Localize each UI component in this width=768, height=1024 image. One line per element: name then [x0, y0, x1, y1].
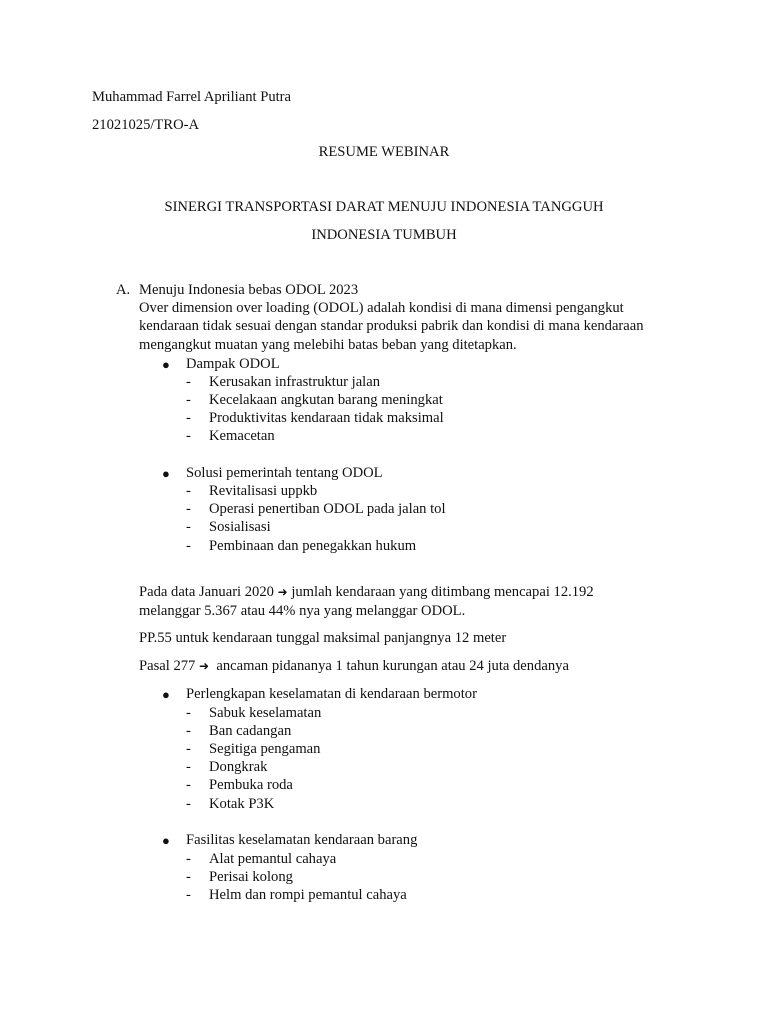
bullet-icon: ●	[162, 833, 170, 848]
list-item: Perisai kolong	[209, 869, 293, 885]
dash-marker: -	[186, 796, 191, 812]
bullet-icon: ●	[162, 687, 170, 702]
list-item: Revitalisasi uppkb	[209, 483, 318, 499]
pasal-277-line	[139, 657, 569, 675]
author-name: Muhammad Farrel Apriliant Putra	[92, 89, 292, 105]
list-item: Kecelakaan angkutan barang meningkat	[209, 392, 443, 408]
data-januari-line-1	[139, 583, 594, 601]
dash-marker: -	[186, 428, 191, 444]
section-a-marker: A.	[116, 282, 131, 298]
dash-marker: -	[186, 869, 191, 885]
right-arrow-icon: ➜	[199, 659, 210, 673]
dash-marker: -	[186, 410, 191, 426]
perlengkapan-title: Perlengkapan keselamatan di kendaraan bermotor	[186, 686, 477, 702]
dash-marker: -	[186, 392, 191, 408]
dash-marker: -	[186, 519, 191, 535]
data-januari-line-2: melanggar 5.367 atau 44% nya yang melanggar ODOL.	[139, 603, 466, 619]
dampak-title: Dampak ODOL	[186, 356, 280, 372]
dash-marker: -	[186, 374, 191, 390]
right-arrow-icon: ➜	[277, 585, 288, 599]
list-item: Produktivitas kendaraan tidak maksimal	[209, 410, 444, 426]
section-a-intro-line: mengangkut muatan yang melebihi batas beban yang ditetapkan.	[139, 337, 517, 353]
pp55-text: PP.55 untuk kendaraan tunggal maksimal panjangnya 12 meter	[139, 630, 507, 646]
list-item: Operasi penertiban ODOL pada jalan tol	[209, 501, 446, 517]
data-januari-post: jumlah kendaraan yang ditimbang mencapai 12.192	[291, 584, 594, 600]
list-item: Pembuka roda	[209, 777, 293, 793]
list-item: Pembinaan dan penegakkan hukum	[209, 538, 417, 554]
list-item: Helm dan rompi pemantul cahaya	[209, 887, 407, 903]
document-title: RESUME WEBINAR	[318, 144, 450, 160]
section-a-intro-line: Over dimension over loading (ODOL) adalah kondisi di mana dimensi pengangkut	[139, 300, 624, 316]
dash-marker: -	[186, 501, 191, 517]
dash-marker: -	[186, 887, 191, 903]
dash-marker: -	[186, 723, 191, 739]
student-id: 21021025/TRO-A	[92, 117, 200, 133]
list-item: Segitiga pengaman	[209, 741, 321, 757]
pasal-post: ancaman pidananya 1 tahun kurungan atau 24 juta dendanya	[216, 658, 569, 674]
bullet-icon: ●	[162, 466, 170, 481]
section-a-intro-line: kendaraan tidak sesuai dengan standar produksi pabrik dan kondisi di mana kendaraan	[139, 318, 644, 334]
document-subtitle-line-1: SINERGI TRANSPORTASI DARAT MENUJU INDONESIA TANGGUH	[164, 199, 604, 215]
solusi-title: Solusi pemerintah tentang ODOL	[186, 465, 383, 481]
document-subtitle-line-2: INDONESIA TUMBUH	[311, 227, 457, 243]
list-item: Kotak P3K	[209, 796, 275, 812]
dash-marker: -	[186, 741, 191, 757]
list-item: Ban cadangan	[209, 723, 292, 739]
section-a-heading: Menuju Indonesia bebas ODOL 2023	[139, 282, 359, 298]
list-item: Dongkrak	[209, 759, 268, 775]
data-januari-pre: Pada data Januari 2020	[139, 584, 274, 600]
dash-marker: -	[186, 777, 191, 793]
dash-marker: -	[186, 483, 191, 499]
dash-marker: -	[186, 705, 191, 721]
list-item: Alat pemantul cahaya	[209, 851, 337, 867]
list-item: Kerusakan infrastruktur jalan	[209, 374, 381, 390]
list-item: Sabuk keselamatan	[209, 705, 322, 721]
fasilitas-title: Fasilitas keselamatan kendaraan barang	[186, 832, 418, 848]
pasal-pre: Pasal 277	[139, 658, 196, 674]
list-item: Kemacetan	[209, 428, 275, 444]
list-item: Sosialisasi	[209, 519, 271, 535]
bullet-icon: ●	[162, 357, 170, 372]
dash-marker: -	[186, 851, 191, 867]
dash-marker: -	[186, 538, 191, 554]
dash-marker: -	[186, 759, 191, 775]
